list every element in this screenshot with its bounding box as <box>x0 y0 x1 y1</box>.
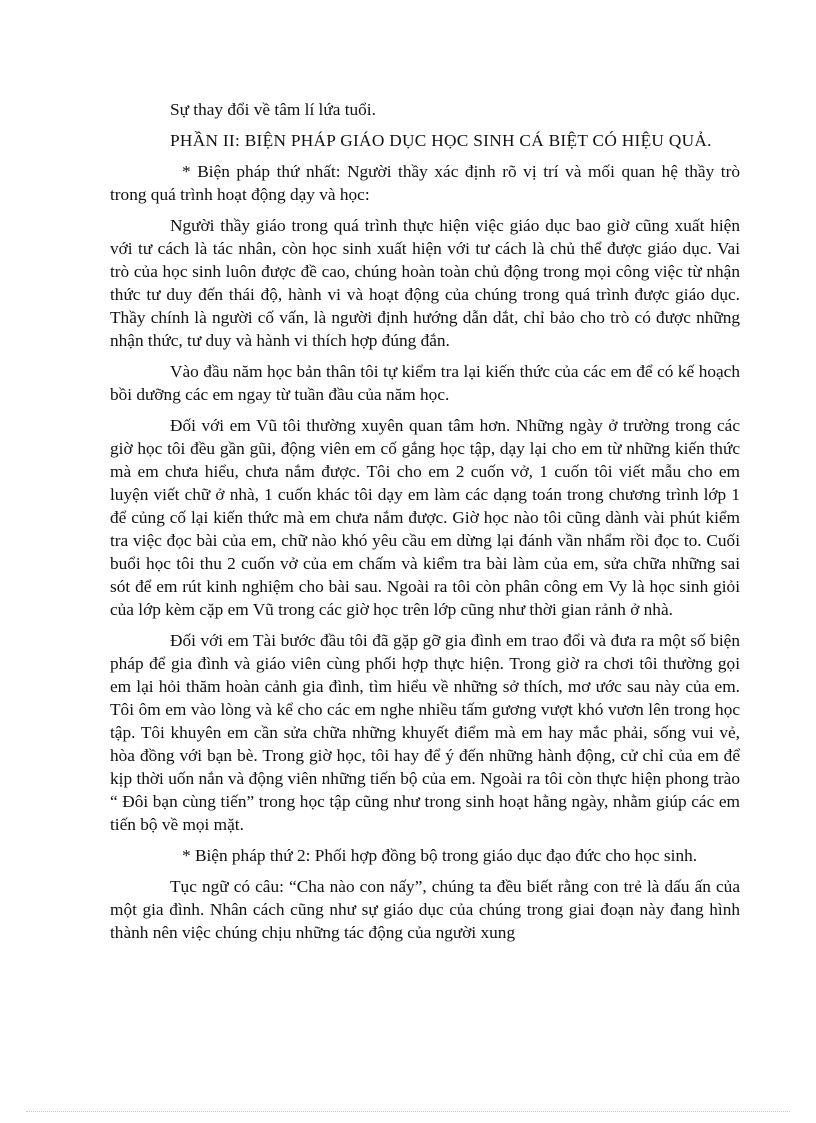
section-heading-part-two: PHẦN II: BIỆN PHÁP GIÁO DỤC HỌC SINH CÁ BIỆT CÓ HIỆU QUẢ. <box>170 131 712 150</box>
paragraph-student-vu: Đối với em Vũ tôi thường xuyên quan tâm hơn. Những ngày ở trường trong các giờ học tôi đều gần gũi, động viên em cố gắng học tập, dạy lại cho em từ những kiến thức mà em chưa hiểu, chưa nắm được. Tôi cho em 2 cuốn vở, 1 cuốn tôi viết mẫu cho em luyện viết chữ ở nhà, 1 cuốn khác tôi dạy em làm các dạng toán trong chương trình lớp 1 để củng cố lại kiến thức mà em chưa nắm được. Giờ học nào tôi cũng dành vài phút kiểm tra việc đọc bài của em, chữ nào khó yêu cầu em dừng lại đánh vần nhẩm rồi đọc to. Cuối buổi học tôi thu 2 cuốn vở của em chấm và kiểm tra bài làm của em, sửa chữa những sai sót để em rút kinh nghiệm cho bài sau. Ngoài ra tôi còn phân công em Vy là học sinh giỏi của lớp kèm cặp em Vũ trong các giờ học trên lớp cũng như thời gian rảnh ở nhà. <box>110 416 740 619</box>
page-bottom-divider <box>26 1111 790 1112</box>
measure-two-heading: * Biện pháp thứ 2: Phối hợp đồng bộ trong giáo dục đạo đức cho học sinh. <box>182 846 698 865</box>
paragraph-student-tai: Đối với em Tài bước đầu tôi đã gặp gỡ gia đình em trao đổi và đưa ra một số biện pháp để gia đình và giáo viên cùng phối hợp thực hiện. Trong giờ ra chơi tôi thường gọi em lại hỏi thăm hoàn cảnh gia đình, tìm hiểu về những sở thích, mơ ước sau này của em. Tôi ôm em vào lòng và kể cho các em nghe nhiều tấm gương vượt khó vươn lên trong học tập. Tôi khuyên em cần sửa chữa những khuyết điểm mà em hay mắc phải, sống vui vẻ, hòa đồng với bạn bè. Trong giờ học, tôi hay để ý đến những hành động, cử chỉ của em để kịp thời uốn nắn và động viên những tiến bộ của em. Ngoài ra tôi còn thực hiện phong trào “ Đôi bạn cùng tiến” trong học tập cũng như trong sinh hoạt hằng ngày, nhằm giúp các em tiến bộ về mọi mặt. <box>110 631 740 834</box>
paragraph-teacher-role: Người thầy giáo trong quá trình thực hiện việc giáo dục bao giờ cũng xuất hiện với tư cách là tác nhân, còn học sinh xuất hiện với tư cách là chủ thể được giáo dục. Vai trò của học sinh luôn được đề cao, chúng hoàn toàn chủ động trong mọi công việc từ nhận thức tư duy đến thái độ, hành vi và hoạt động của chúng trong quá trình được giáo dục. Thầy chính là người cố vấn, là người định hướng dẫn dắt, chỉ bảo cho trò có được những nhận thức, tư duy và hành vi thích hợp đúng đắn. <box>110 216 740 350</box>
paragraph-start-of-year: Vào đầu năm học bản thân tôi tự kiểm tra lại kiến thức của các em để có kế hoạch bồi dưỡng các em ngay từ tuần đầu của năm học. <box>110 362 740 404</box>
paragraph-proverb: Tục ngữ có câu: “Cha nào con nấy”, chúng ta đều biết rằng con trẻ là dấu ấn của một gia đình. Nhân cách cũng như sự giáo dục của chúng trong giai đoạn này đang hình thành nên việc chúng chịu những tác động của người xung <box>110 877 740 942</box>
paragraph-psychology-change: Sự thay đổi về tâm lí lứa tuổi. <box>170 100 376 119</box>
document-body <box>110 98 740 952</box>
measure-one-heading: * Biện pháp thứ nhất: Người thầy xác định rõ vị trí và mối quan hệ thầy trò trong quá trình hoạt động dạy và học: <box>110 162 740 204</box>
